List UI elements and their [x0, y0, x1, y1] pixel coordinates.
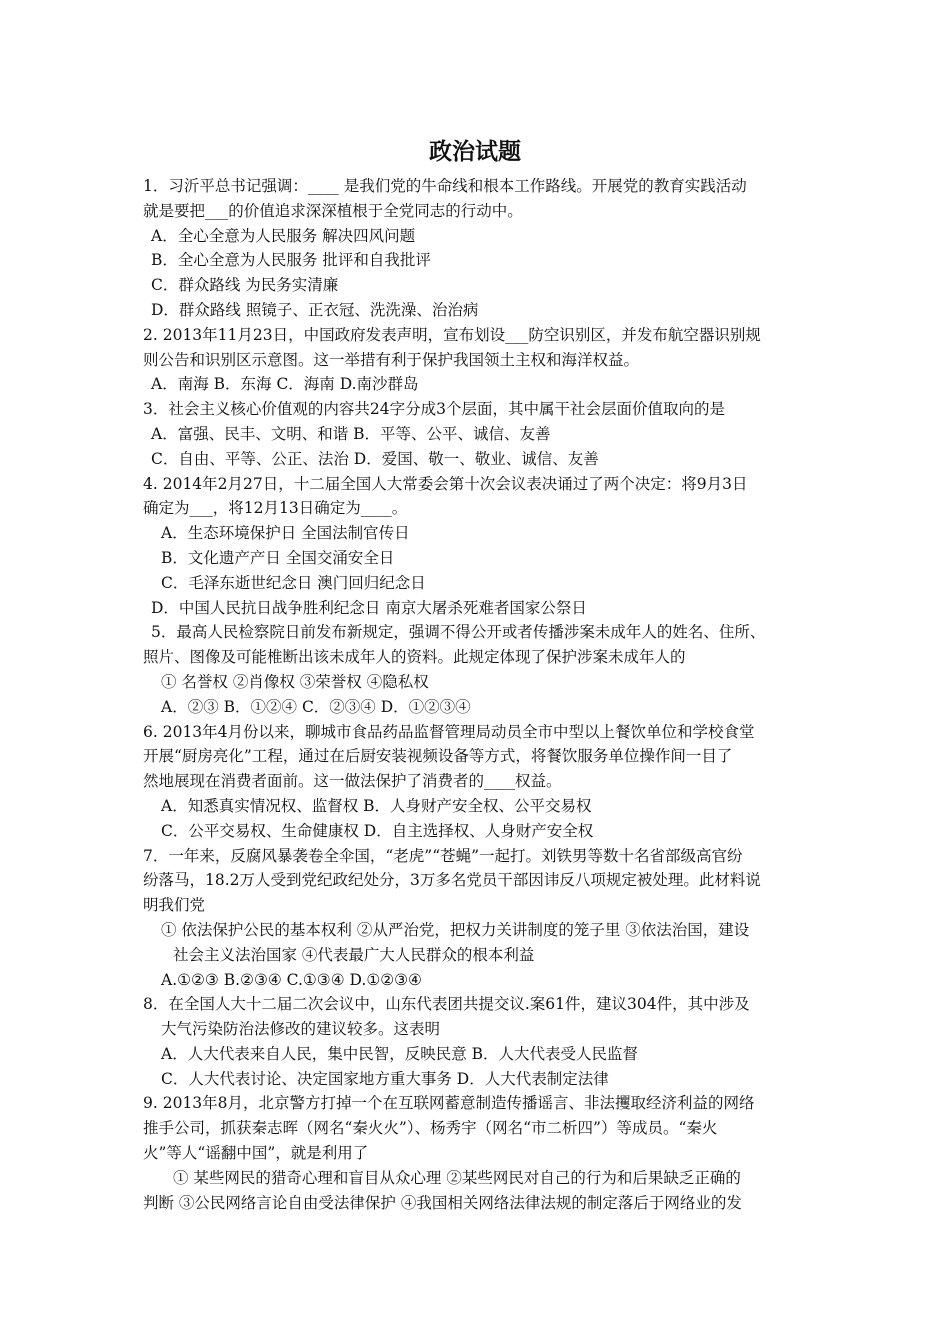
question-stem: 9. 2013年8月，北京警方打掉一个在互联网蓄意制造传播谣言、非法攫取经济利益的网络	[143, 1094, 755, 1113]
question-stem: 则公告和识别区示意图。这一举措有利于保护我国领土主权和海洋权益。	[143, 350, 640, 369]
question-8	[143, 992, 809, 1091]
question-stem: 确定为___，将12月13日确定为____。	[143, 499, 408, 518]
question-stem: 然地展现在消费者面前。这一做法保护了消费者的____权益。	[143, 772, 562, 791]
page-title: 政治试题	[429, 139, 521, 165]
question-stem: 2. 2013年11月23日，中国政府发表声明，宣布划设___防空识别区，并发布航空器识别规	[143, 325, 761, 344]
options-row-cd: C．人大代表讨论、决定国家地方重大事务 D．人大代表制定法律	[161, 1069, 609, 1088]
option-d: D．群众路线 照镜子、正衣冠、洗洗澡、治治病	[151, 300, 479, 319]
option-b: B．文化遗产产日 全国交涌安全日	[161, 548, 395, 567]
question-stem: 7．一年来，反腐风暴袭卷全伞国，“老虎”“苍蝇”一起打。刘铁男等数十名省部级高官纷	[143, 846, 743, 865]
question-stem: 纷落马，18.2万人受到党纪政纪处分，3万多名党员干部因讳反八项规定被处理。此材料说	[143, 871, 761, 890]
question-3	[143, 397, 809, 471]
option-b: B．全心全意为人民服务 批评和自我批评	[151, 251, 431, 270]
choice-items: ① 依法保护公民的基本权利 ②从严治党，把权力关讲制度的笼子里 ③依法治国，建设	[161, 920, 750, 939]
options-row-cd: C．公平交易权、生命健康权 D．自主选择权、人身财产安全权	[161, 821, 594, 840]
question-stem: 火”等人“谣翻中国”，就是利用了	[143, 1144, 369, 1163]
question-stem: 4. 2014年2月27日，十二届全国人大常委会第十次会议表决诵过了两个决定：将9月3日	[143, 474, 748, 493]
options-row: A．②③ B．①②④ C．②③④ D．①②③④	[161, 697, 471, 716]
question-stem: 大气污染防治法修改的建议较多。这表明	[161, 1020, 441, 1039]
choice-items: 社会主义法治国家 ④代表最广大人民群众的根本利益	[173, 945, 535, 964]
choice-items: ① 名誉权 ②肖像权 ③荣誉权 ④隐私权	[161, 672, 429, 691]
question-2	[143, 323, 809, 397]
question-stem: 照片、图像及可能椎断出该未成年人的资料。此规定体现了保护涉案未成年人的	[143, 648, 686, 667]
question-stem: 1．习沂平总书记强调：____ 是我们党的牛命线和根本工作路线。开展党的教育实践活动	[143, 177, 747, 195]
question-list	[143, 174, 809, 1215]
options-row-cd: C．自由、平等、公正、法治 D．爱国、敬一、敬业、诚信、友善	[151, 449, 599, 468]
option-c: C．群众路线 为民务实清廉	[151, 276, 339, 295]
question-stem: 明我们党	[143, 896, 206, 915]
option-a: A．生态环境保护日 全国法制官传日	[161, 524, 410, 543]
options-row-ab: A．知悉真实情况权、监督权 B．人身财产安全权、公平交易权	[161, 796, 592, 815]
choice-items: ① 某些网民的猎奇心理和盲目从众心理 ②某些网民对自己的行为和后果缺乏正确的	[173, 1168, 741, 1187]
question-stem: 3．社会主义核心价值观的内容共24字分成3个层面，其中属干社会层面价值取向的是	[143, 400, 725, 419]
choice-items: 判断 ③公民网络言论自由受法律保护 ④我国相关网络法律法规的制定落后于网络业的发	[143, 1193, 742, 1212]
question-stem: 6. 2013年4月份以来，聊城市食品药品监督管理局动员全市中型以上餐饮单位和学校食堂	[143, 722, 755, 741]
option-c: C．毛泽东逝世纪念日 澳门回归纪念日	[161, 573, 426, 592]
question-9	[143, 1091, 809, 1215]
question-4	[143, 472, 809, 621]
question-1	[143, 174, 809, 323]
option-a: A．全心全意为人民服务 解决四风问题	[151, 226, 416, 245]
options-row-ab: A．富强、民丰、文明、和谐 B．平等、公平、诚信、友善	[151, 424, 551, 443]
question-5	[143, 620, 809, 719]
options-row: A．南海 B．东海 C．海南 D.南沙群岛	[151, 375, 419, 394]
option-d: D．中国人民抗日战争胜利纪念日 南京大屠杀死难者国家公祭日	[151, 598, 587, 617]
options-row: A.①②③ B.②③④ C.①③④ D.①②③④	[161, 970, 422, 989]
question-6	[143, 720, 809, 844]
question-stem: 开展“厨房亮化”工程，通过在后厨安装视频设备等方式，将餐饮服务单位操作间一目了	[143, 747, 733, 766]
question-7	[143, 844, 809, 993]
question-stem: 推手公司，抓获秦志晖（网名“秦火火”）、杨秀宇（网名“市二析四”）等成员。“秦火	[143, 1119, 718, 1138]
question-stem: 5．最高人民检察院日前发布新规定，强调不得公开或者传播涉案未成年人的姓名、住所、	[151, 623, 766, 642]
question-stem: 8．在全国人大十二届二次会议中，山东代表团共提交议.案61件，建议304件，其中涉及	[143, 995, 750, 1014]
question-stem: 就是要把___的价值追求深深植根于全党同志的行动中。	[143, 201, 523, 220]
options-row-ab: A．人大代表来自人民，集中民智，反映民意 B．人大代表受人民监督	[161, 1044, 639, 1063]
